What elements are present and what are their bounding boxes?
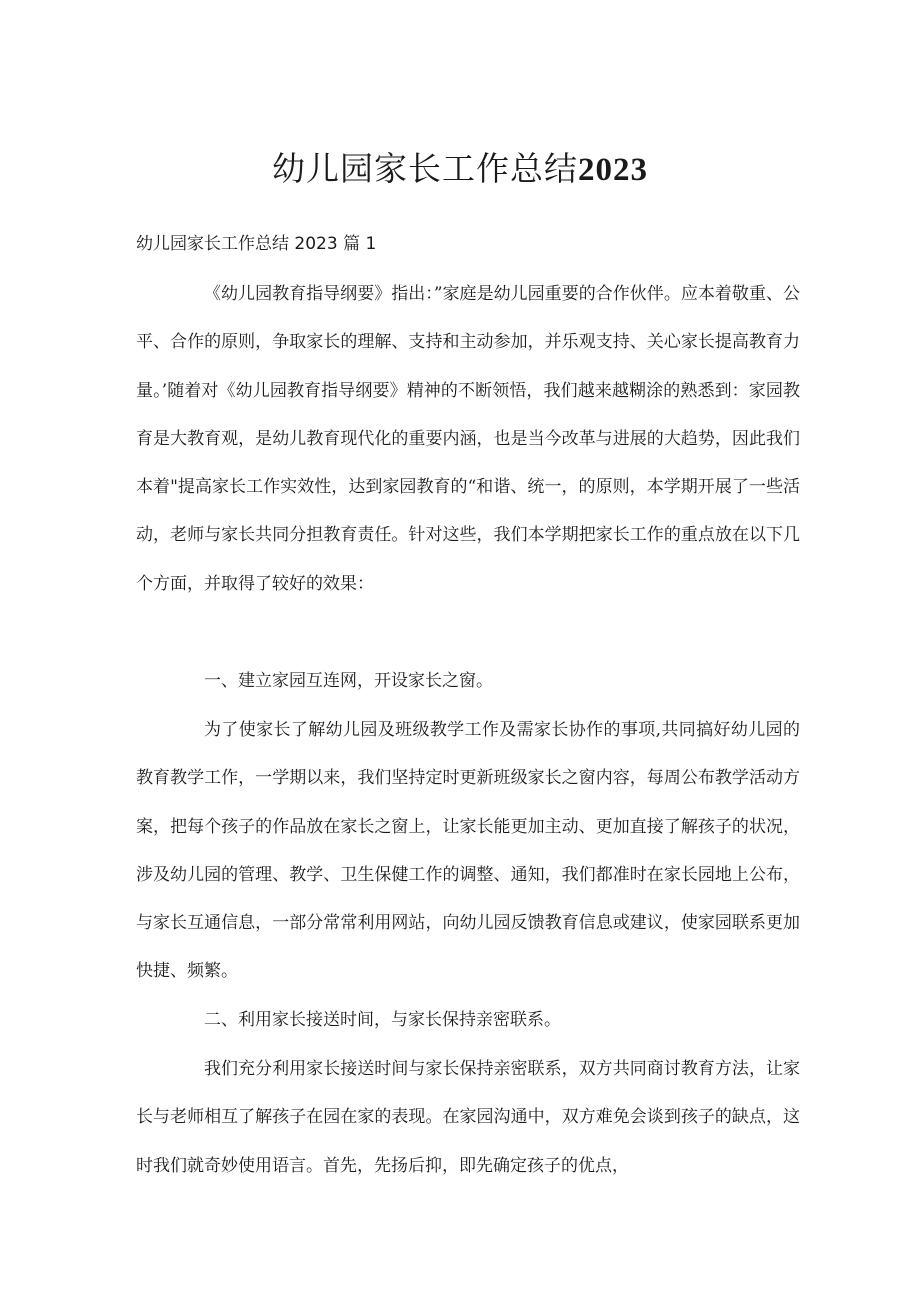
paragraph-section-2: 我们充分利用家长接送时间与家长保持亲密联系，双方共同商讨教育方法，让家长与老师相互了解孩子在园在家的表现。在家园沟通中，双方难免会谈到孩子的缺点，这时我们就奇妙使用语言。首先，先扬后抑，即先确定孩子的优点， <box>136 1059 800 1176</box>
section-heading-1: 一、建立家园互连网，开设家长之窗。 <box>204 671 493 691</box>
document-title <box>0 145 920 194</box>
title-text: 幼儿园家长工作总结 <box>272 149 578 188</box>
paragraph-intro: 《幼儿园教育指导纲要》指出：”家庭是幼儿园重要的合作伙伴。应本着敬重、公平、合作的原则，争取家长的理解、支持和主动参加，并乐观支持、关心家长提高教育力量。’随着对《幼儿园教育指导纲要》精神的不断领悟，我们越来越糊涂的熟悉到：家园教育是大教育观，是幼儿教育现代化的重要内涵，也是当今改革与进展的大趋势，因此我们本着"提高家长工作实效性，达到家园教育的“和谐、统一，的原则，本学期开展了一些活动，老师与家长共同分担教育责任。针对这些，我们本学期把家长工作的重点放在以下几个方面，并取得了较好的效果： <box>136 284 800 594</box>
title-year: 2023 <box>578 152 648 188</box>
document-subtitle: 幼儿园家长工作总结 2023 篇 1 <box>136 234 377 254</box>
paragraph-section-1: 为了使家长了解幼儿园及班级教学工作及需家长协作的事项,共同搞好幼儿园的教育教学工作，一学期以来，我们坚持定时更新班级家长之窗内容，每周公布教学活动方案，把每个孩子的作品放在家长之窗上，让家长能更加主动、更加直接了解孩子的状况，涉及幼儿园的管理、教学、卫生保健工作的调整、通知，我们都准时在家长园地上公布，与家长互通信息，一部分常常利用网站，向幼儿园反馈教育信息或建议，使家园联系更加快捷、频繁。 <box>136 720 800 982</box>
section-heading-2: 二、利用家长接送时间，与家长保持亲密联系。 <box>204 1010 561 1030</box>
